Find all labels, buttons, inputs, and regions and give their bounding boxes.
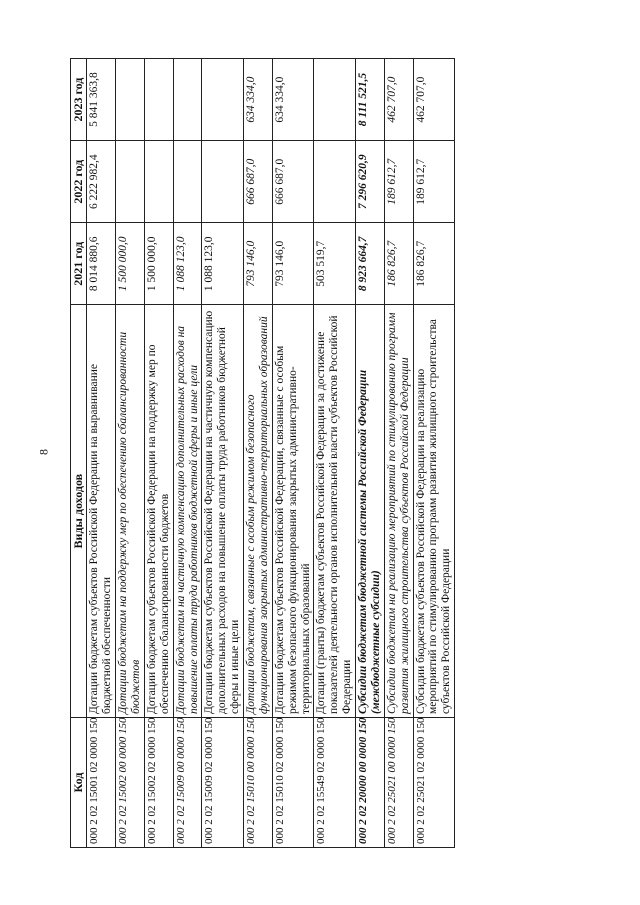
cell-2021: 793 146,0 bbox=[272, 223, 314, 305]
cell-code: 000 2 02 15009 02 0000 150 bbox=[202, 718, 244, 848]
table-row bbox=[144, 59, 173, 848]
cell-2022: 666 687,0 bbox=[272, 141, 314, 223]
cell-name: Дотации бюджетам субъектов Российской Федерации на поддержку мер по обеспечению сбалансированности бюджетов bbox=[144, 305, 173, 718]
cell-code: 000 2 02 15009 00 0000 150 bbox=[173, 718, 202, 848]
cell-2022: 7 296 620,9 bbox=[356, 141, 385, 223]
cell-name: Субсидии бюджетам бюджетной системы Российской Федерации (межбюджетные субсидии) bbox=[356, 305, 385, 718]
table-row bbox=[314, 59, 356, 848]
cell-2023: 634 334,0 bbox=[272, 59, 314, 141]
cell-code: 000 2 02 15001 02 0000 150 bbox=[87, 718, 116, 848]
cell-2023: 634 334,0 bbox=[244, 59, 273, 141]
cell-2023 bbox=[173, 59, 202, 141]
cell-2021: 186 826,7 bbox=[384, 223, 413, 305]
cell-name: Дотации бюджетам на поддержку мер по обеспечению сбалансированности бюджетов bbox=[116, 305, 145, 718]
table-row bbox=[87, 59, 116, 848]
cell-2022 bbox=[314, 141, 356, 223]
table-row bbox=[384, 59, 413, 848]
cell-name: Дотации бюджетам, связанные с особым режимом безопасного функционирования закрытых административно-территориальных образований bbox=[244, 305, 273, 718]
cell-name: Дотации (гранты) бюджетам субъектов Российской Федерации за достижение показателей деятельности органов исполнительной власти субъектов Российской Федерации bbox=[314, 305, 356, 718]
cell-2021: 1 088 123,0 bbox=[202, 223, 244, 305]
page-number: 8 bbox=[36, 449, 51, 455]
table-row bbox=[244, 59, 273, 848]
cell-2021: 503 519,7 bbox=[314, 223, 356, 305]
cell-2022 bbox=[144, 141, 173, 223]
cell-code: 000 2 02 25021 02 0000 150 bbox=[413, 718, 455, 848]
cell-2023 bbox=[144, 59, 173, 141]
cell-2023 bbox=[202, 59, 244, 141]
cell-2022: 6 222 982,4 bbox=[87, 141, 116, 223]
table-row bbox=[413, 59, 455, 848]
cell-2022 bbox=[116, 141, 145, 223]
cell-name: Субсидии бюджетам субъектов Российской Федерации на реализацию мероприятий по стимулированию программ развития жилищного строительства субъектов Российской Федерации bbox=[413, 305, 455, 718]
cell-2023 bbox=[314, 59, 356, 141]
table-row bbox=[116, 59, 145, 848]
cell-2023: 462 707,0 bbox=[413, 59, 455, 141]
table-row bbox=[272, 59, 314, 848]
cell-name: Субсидии бюджетам на реализацию мероприятий по стимулированию программ развития жилищного строительства субъектов Российской Федерации bbox=[384, 305, 413, 718]
cell-name: Дотации бюджетам субъектов Российской Федерации на выравнивание бюджетной обеспеченности bbox=[87, 305, 116, 718]
cell-2023: 8 111 521,5 bbox=[356, 59, 385, 141]
header-name: Виды доходов bbox=[71, 305, 87, 718]
cell-2021: 1 500 000,0 bbox=[116, 223, 145, 305]
cell-code: 000 2 02 15549 02 0000 150 bbox=[314, 718, 356, 848]
header-2021: 2021 год bbox=[71, 223, 87, 305]
rotated-table-wrapper bbox=[70, 58, 580, 848]
cell-2021: 186 826,7 bbox=[413, 223, 455, 305]
cell-2022: 189 612,7 bbox=[413, 141, 455, 223]
cell-code: 000 2 02 15002 02 0000 150 bbox=[144, 718, 173, 848]
table-row bbox=[202, 59, 244, 848]
revenue-table bbox=[70, 58, 455, 848]
cell-2021: 8 923 664,7 bbox=[356, 223, 385, 305]
cell-2021: 8 014 880,6 bbox=[87, 223, 116, 305]
cell-2023 bbox=[116, 59, 145, 141]
cell-code: 000 2 02 15010 00 0000 150 bbox=[244, 718, 273, 848]
cell-2023: 462 707,0 bbox=[384, 59, 413, 141]
cell-2021: 1 500 000,0 bbox=[144, 223, 173, 305]
cell-name: Дотации бюджетам на частичную компенсацию дополнительных расходов на повышение оплаты труда работников бюджетной сферы и иные цели bbox=[173, 305, 202, 718]
cell-2022 bbox=[173, 141, 202, 223]
cell-name: Дотации бюджетам субъектов Российской Федерации, связанные с особым режимом безопасного функционирования закрытых административно-территориальных образований bbox=[272, 305, 314, 718]
cell-2021: 1 088 123,0 bbox=[173, 223, 202, 305]
cell-code: 000 2 02 15002 00 0000 150 bbox=[116, 718, 145, 848]
cell-2022: 666 687,0 bbox=[244, 141, 273, 223]
cell-name: Дотации бюджетам субъектов Российской Федерации на частичную компенсацию дополнительных расходов на повышение оплаты труда работников бюджетной сферы и иные цели bbox=[202, 305, 244, 718]
cell-code: 000 2 02 15010 02 0000 150 bbox=[272, 718, 314, 848]
cell-code: 000 2 02 20000 00 0000 150 bbox=[356, 718, 385, 848]
header-2022: 2022 год bbox=[71, 141, 87, 223]
header-code: Код bbox=[71, 718, 87, 848]
cell-2022 bbox=[202, 141, 244, 223]
cell-2021: 793 146,0 bbox=[244, 223, 273, 305]
header-2023: 2023 год bbox=[71, 59, 87, 141]
cell-2022: 189 612,7 bbox=[384, 141, 413, 223]
table-row bbox=[356, 59, 385, 848]
cell-2023: 5 841 363,8 bbox=[87, 59, 116, 141]
table-header-row bbox=[71, 59, 87, 848]
table-row bbox=[173, 59, 202, 848]
cell-code: 000 2 02 25021 00 0000 150 bbox=[384, 718, 413, 848]
